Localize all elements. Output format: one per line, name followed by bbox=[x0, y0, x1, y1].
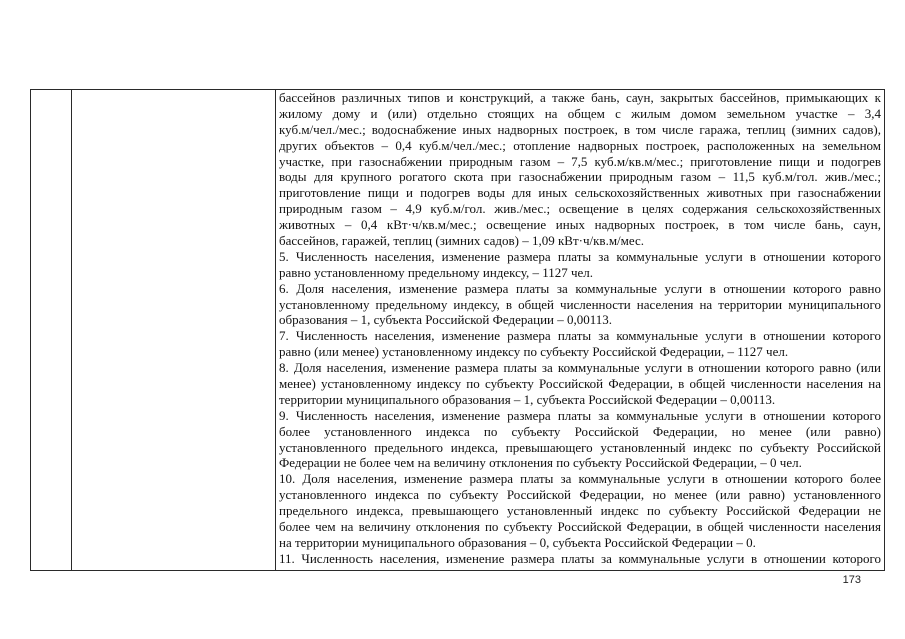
table-column-name bbox=[72, 90, 276, 570]
table-column-number bbox=[31, 90, 72, 570]
text-line: животных – 0,4 кВт·ч/кв.м/мес.; освещение иных надворных построек, в том числе бань, саун, bbox=[279, 217, 881, 233]
text-line: 10. Доля населения, изменение размера платы за коммунальные услуги в отношении которого более bbox=[279, 471, 881, 487]
text-line: менее) установленному индексу по субъекту Российской Федерации, в общей численности населения на bbox=[279, 376, 881, 392]
text-line: приготовление пищи и подогрев воды для иных сельскохозяйственных животных при газоснабжении bbox=[279, 185, 881, 201]
text-line: 9. Численность населения, изменение размера платы за коммунальные услуги в отношении которого bbox=[279, 407, 881, 423]
text-line: более установленного индекса по субъекту Российской Федерации, но менее (или равно) bbox=[279, 423, 881, 439]
text-line: равно (или менее) установленному индексу по субъекту Российской Федерации, – 1127 чел. bbox=[279, 344, 789, 360]
text-line: 11. Численность населения, изменение размера платы за коммунальные услуги в отношении которого bbox=[279, 550, 881, 566]
text-line: установленного индекса по субъекту Российской Федерации, но менее (или равно) установленного bbox=[279, 487, 881, 503]
text-line: воды для крупного рогатого скота при газоснабжении природным газом – 11,5 куб.м/гол. жив./мес.; bbox=[279, 169, 881, 185]
text-line: 7. Численность населения, изменение размера платы за коммунальные услуги в отношении которого bbox=[279, 328, 881, 344]
text-line: бассейнов различных типов и конструкций, а также бань, саун, закрытых бассейнов, примыкающих к bbox=[279, 90, 881, 105]
table-column-text bbox=[276, 90, 884, 570]
text-line: куб.м/чел./мес.; водоснабжение иных надворных построек, в том числе гаража, теплиц (зимних садов), bbox=[279, 121, 881, 137]
text-line: природным газом – 4,9 куб.м/гол. жив./мес.; освещение в целях содержания сельскохозяйственных bbox=[279, 201, 881, 217]
text-line: территории муниципального образования – 1, субъекта Российской Федерации – 0,00113. bbox=[279, 391, 776, 407]
text-line: 6. Доля населения, изменение размера платы за коммунальные услуги в отношении которого равно bbox=[279, 280, 881, 296]
text-line: образования – 1, субъекта Российской Федерации – 0,00113. bbox=[279, 312, 613, 328]
text-line: других объектов – 0,4 куб.м/чел./мес.; отопление надворных построек, расположенных на земельном bbox=[279, 137, 881, 153]
text-line: на территории муниципального образования – 0, субъекта Российской Федерации – 0. bbox=[279, 534, 756, 550]
text-line: более чем на величину отклонения по субъекту Российской Федерации, в общей численности населения bbox=[279, 519, 881, 535]
text-line: равно установленному предельному индексу, – 1127 чел. bbox=[279, 264, 594, 280]
page-number: 173 bbox=[842, 574, 861, 586]
content-table bbox=[30, 89, 885, 571]
text-line: 5. Численность населения, изменение размера платы за коммунальные услуги в отношении которого bbox=[279, 248, 881, 264]
text-line: предельного индекса, превышающего установленный индекс по субъекту Российской Федерации не bbox=[279, 503, 881, 519]
text-line: жилому дому и (или) отдельно стоящих на общем с жилым домом земельном участке – 3,4 bbox=[279, 105, 881, 121]
text-line: бассейнов, гаражей, теплиц (зимних садов) – 1,09 кВт·ч/кв.м/мес. bbox=[279, 233, 644, 249]
text-line: Федерации не более чем на величину отклонения по субъекту Российской Федерации, – 0 чел. bbox=[279, 455, 802, 471]
text-line: установленному предельному индексу, в общей численности населения на территории муниципального bbox=[279, 296, 881, 312]
text-line: установленного предельного индекса, превышающего установленный индекс по субъекту Российской bbox=[279, 439, 881, 455]
text-line: 8. Доля населения, изменение размера платы за коммунальные услуги в отношении которого равно (или bbox=[279, 360, 881, 376]
text-line: участке, при газоснабжении природным газом – 7,5 куб.м/кв.м/мес.; приготовление пищи и подогрев bbox=[279, 153, 881, 169]
